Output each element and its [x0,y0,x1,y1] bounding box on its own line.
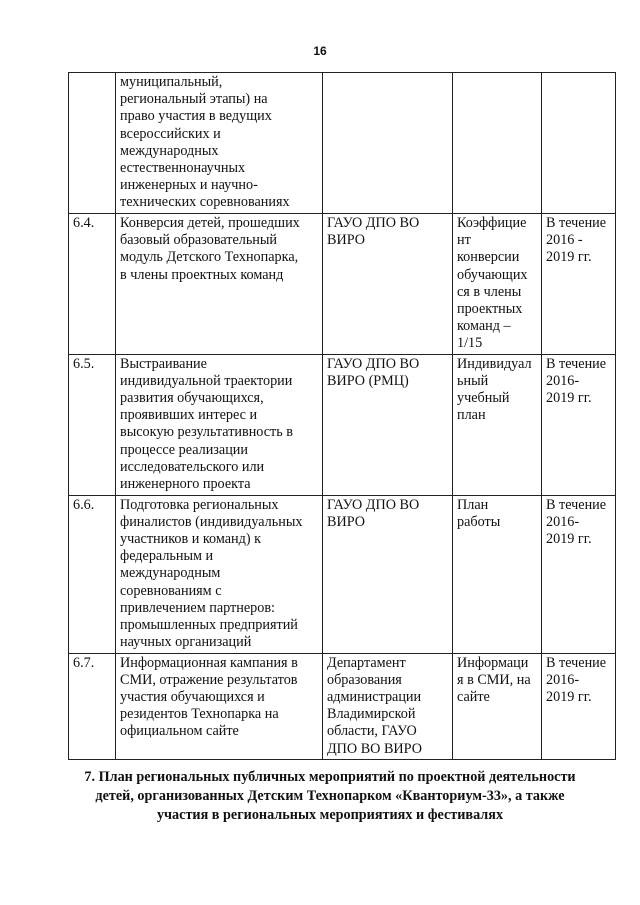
executor-cell: Департамент образования администрации Владимирской области, ГАУО ДПО ВО ВИРО [323,653,453,759]
indicator-cell: План работы [453,495,542,653]
table-row [69,73,616,214]
table-row [69,495,616,653]
table-row [69,653,616,759]
deadline-cell [542,73,616,214]
executor-cell: ГАУО ДПО ВО ВИРО [323,214,453,355]
executor-cell: ГАУО ДПО ВО ВИРО (РМЦ) [323,354,453,495]
activity-cell: Выстраивание индивидуальной траектории развития обучающихся, проявивших интерес и высокую результативность в процессе реализации исследовательского или инженерного проекта [116,354,323,495]
row-number-cell: 6.5. [69,354,116,495]
table-row [69,354,616,495]
deadline-cell: В течение 2016- 2019 гг. [542,354,616,495]
indicator-cell: Информаци я в СМИ, на сайте [453,653,542,759]
executor-cell: ГАУО ДПО ВО ВИРО [323,495,453,653]
plan-table [68,72,616,760]
indicator-cell: Индивидуал ьный учебный план [453,354,542,495]
activity-cell: Информационная кампания в СМИ, отражение результатов участия обучающихся и резидентов Технопарка на официальном сайте [116,653,323,759]
indicator-cell [453,73,542,214]
deadline-cell: В течение 2016- 2019 гг. [542,653,616,759]
page-number: 16 [313,44,327,58]
table-row [69,214,616,355]
row-number-cell: 6.7. [69,653,116,759]
section-heading: 7. План региональных публичных мероприятий по проектной деятельности детей, организованных Детским Технопарком «Кванториум-33», а также участия в региональных мероприятиях и фестивалях [84,769,576,823]
activity-cell: Конверсия детей, прошедших базовый образовательный модуль Детского Технопарка, в члены проектных команд [116,214,323,355]
deadline-cell: В течение 2016 - 2019 гг. [542,214,616,355]
row-number-cell: 6.6. [69,495,116,653]
executor-cell [323,73,453,214]
row-number-cell [69,73,116,214]
indicator-cell: Коэффицие нт конверсии обучающих ся в члены проектных команд – 1/15 [453,214,542,355]
row-number-cell: 6.4. [69,214,116,355]
activity-cell: муниципальный, региональный этапы) на право участия в ведущих всероссийских и международных естественнонаучных инженерных и научно- технических соревнованиях [116,73,323,214]
deadline-cell: В течение 2016- 2019 гг. [542,495,616,653]
activity-cell: Подготовка региональных финалистов (индивидуальных участников и команд) к федеральным и международным соревнованиям с привлечением партнеров: промышленных предприятий научных организаций [116,495,323,653]
